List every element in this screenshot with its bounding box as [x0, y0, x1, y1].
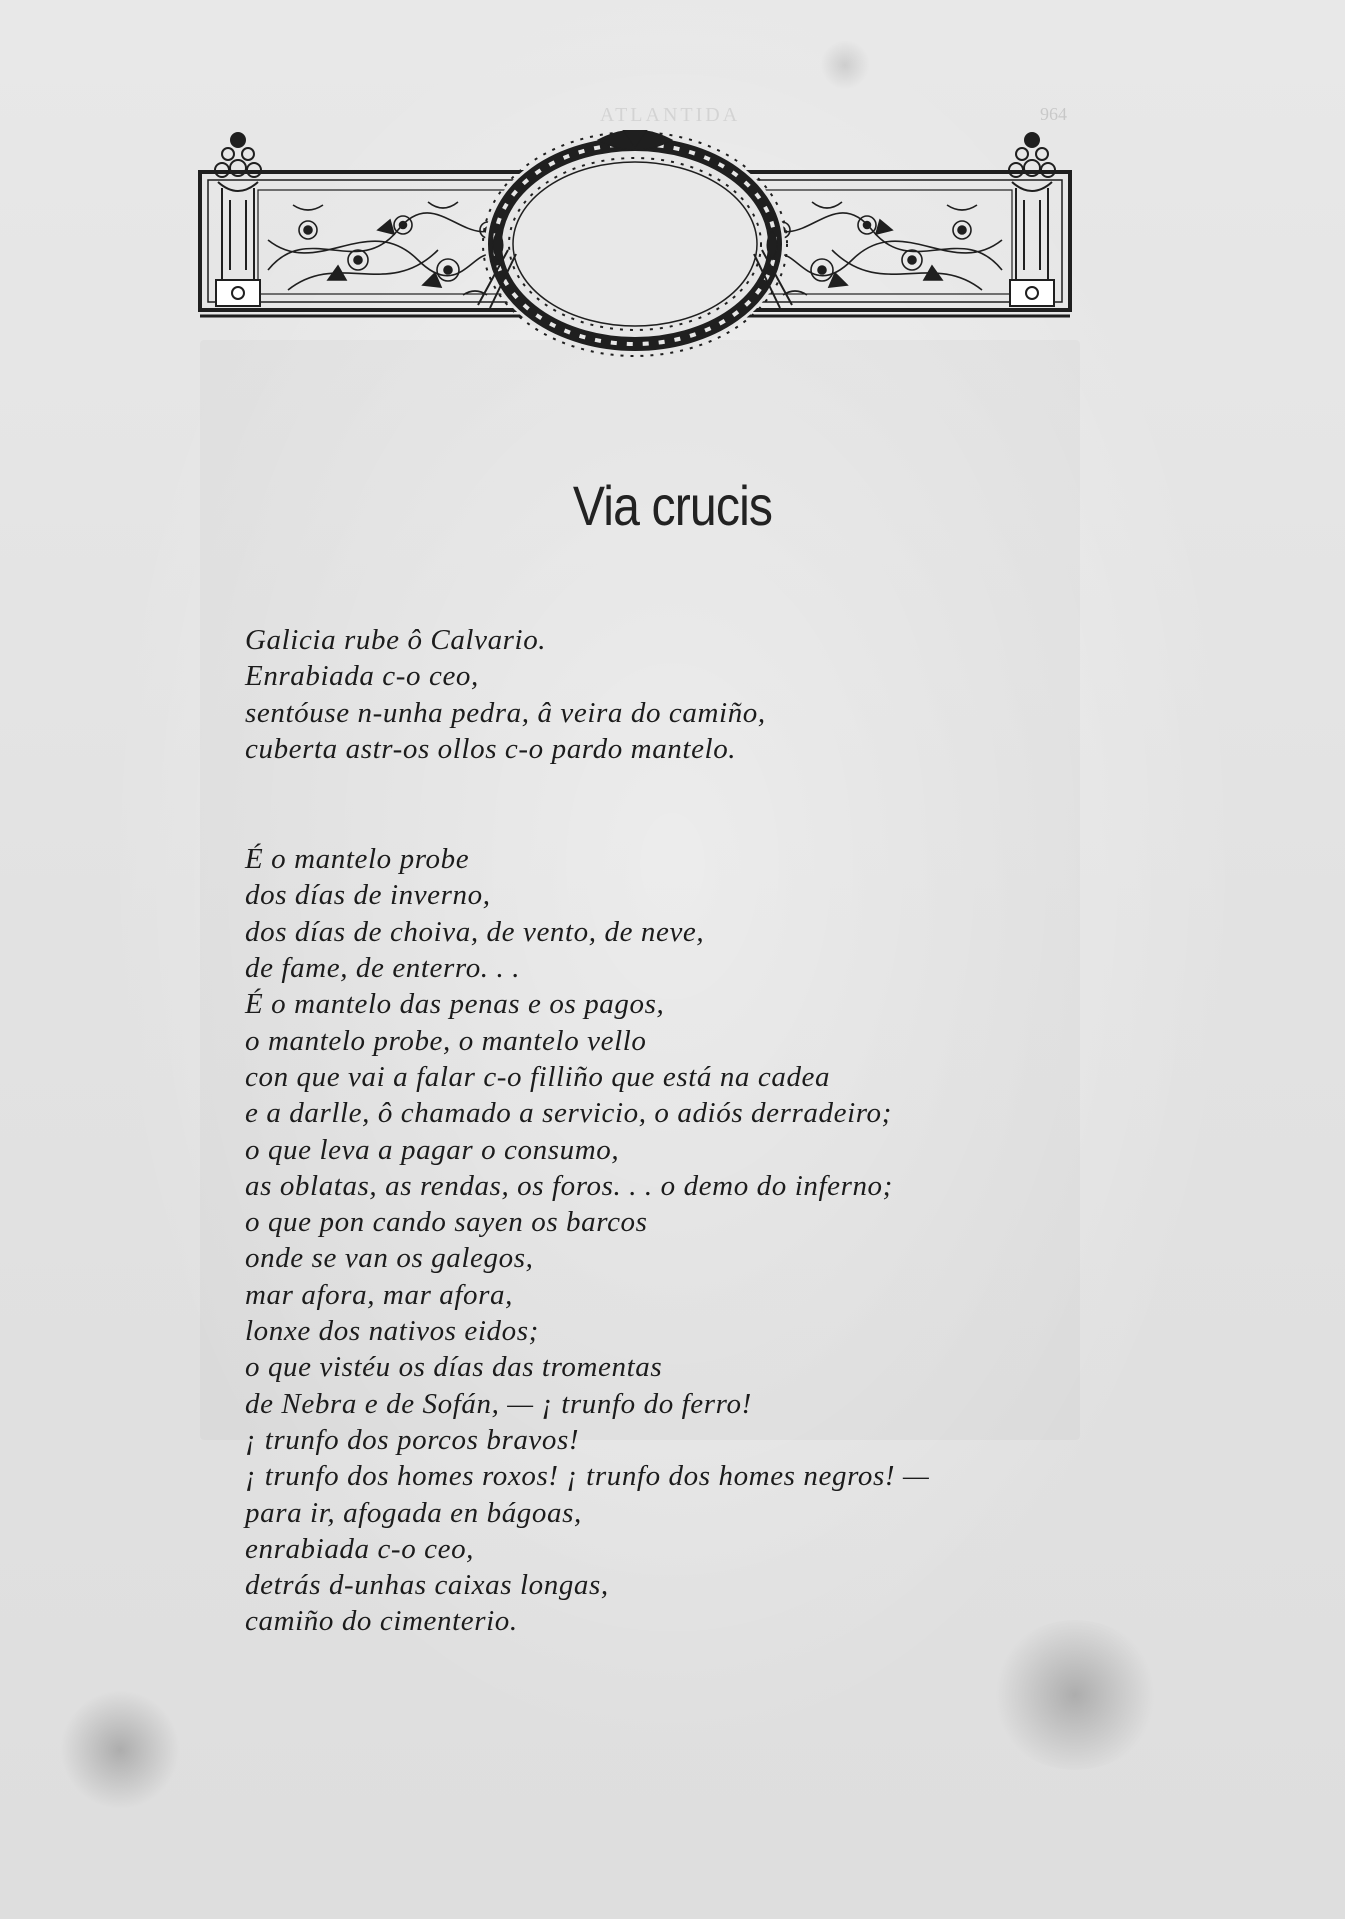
stanza-break: [245, 767, 1065, 841]
poem-body: [245, 622, 1065, 1640]
verse-line: o mantelo probe, o mantelo vello: [245, 1024, 647, 1057]
verse-line: Enrabiada c-o ceo,: [245, 660, 479, 693]
verse-line: o que pon cando sayen os barcos: [245, 1206, 648, 1239]
verse-line: o que vistéu os días das tromentas: [245, 1351, 663, 1384]
verse-line: con que vai a falar c-o filliño que está na cadea: [245, 1060, 831, 1093]
verse-line: as oblatas, as rendas, os foros. . . o demo do inferno;: [245, 1169, 893, 1202]
verse-line: onde se van os galegos,: [245, 1242, 534, 1275]
smudge-stain: [990, 1620, 1160, 1770]
stanza: [245, 841, 1065, 1640]
floral-panel-left: [268, 202, 508, 295]
verse-line: cuberta astr-os ollos c-o pardo mantelo.: [245, 732, 737, 765]
verse-line: de Nebra e de Sofán, — ¡ trunfo do ferro!: [245, 1387, 752, 1420]
verse-line: sentóuse n-unha pedra, â veira do camiño,: [245, 696, 766, 729]
verse-line: ¡ trunfo dos homes roxos! ¡ trunfo dos homes negros! —: [245, 1460, 930, 1493]
verse-line: o que leva a pagar o consumo,: [245, 1133, 620, 1166]
page-number: 964: [1040, 104, 1067, 124]
verse-line: É o mantelo probe: [245, 843, 470, 876]
verse-line: ¡ trunfo dos porcos bravos!: [245, 1423, 580, 1456]
verse-line: e a darlle, ô chamado a servicio, o adiós derradeiro;: [245, 1097, 892, 1130]
wreath-floral-header-ornament-icon: [198, 130, 1072, 370]
smudge-stain: [60, 1690, 180, 1810]
poem-title: Via crucis: [572, 474, 773, 537]
smudge-stain: [820, 40, 870, 90]
stanza: [245, 622, 1065, 767]
verse-line: detrás d-unhas caixas longas,: [245, 1569, 609, 1602]
thorn-wreath: [478, 130, 792, 356]
verse-line: para ir, afogada en bágoas,: [245, 1496, 582, 1529]
verse-line: camiño do cimenterio.: [245, 1605, 518, 1638]
running-head: ATLANTIDA: [599, 104, 741, 126]
torch-finial-left: [215, 133, 261, 306]
verse-line: Galicia rube ô Calvario.: [245, 624, 547, 656]
verse-line: enrabiada c-o ceo,: [245, 1532, 475, 1565]
floral-panel-right: [762, 202, 1002, 295]
verse-line: lonxe dos nativos eidos;: [245, 1315, 539, 1348]
verse-line: de fame, de enterro. . .: [245, 952, 521, 985]
verse-line: mar afora, mar afora,: [245, 1278, 513, 1311]
verse-line: dos días de inverno,: [245, 879, 491, 912]
torch-finial-right: [1009, 133, 1055, 306]
verse-line: É o mantelo das penas e os pagos,: [245, 988, 665, 1021]
verse-line: dos días de choiva, de vento, de neve,: [245, 915, 705, 948]
